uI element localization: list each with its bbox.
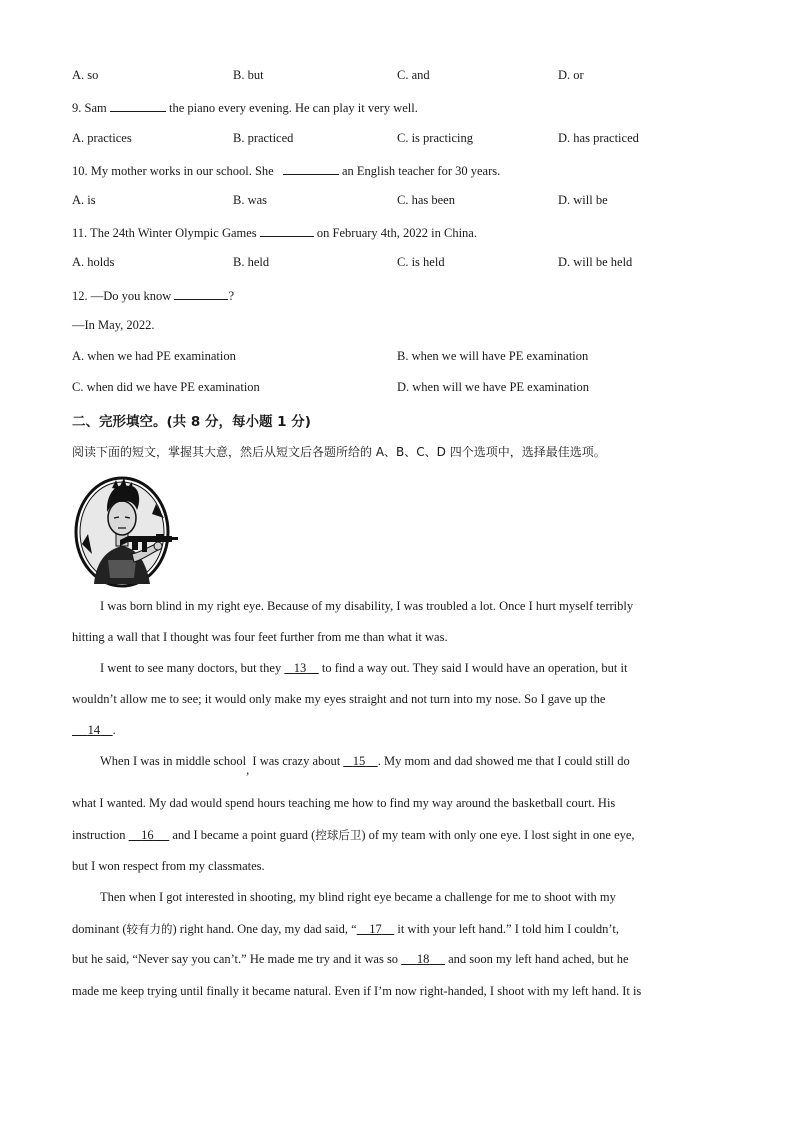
passage-line-5-post: . My mom and dad showed me that I could still do: [377, 754, 630, 768]
passage-line-3-post: to find a way out. They said I would have an operation, but it: [318, 661, 628, 675]
blank-13: [284, 661, 318, 675]
passage-line-10-post: it with your left hand.” I told him I couldn’t,: [394, 922, 619, 936]
q8-option-b: B. but: [233, 68, 264, 82]
blank-16-number: 16: [141, 828, 154, 842]
q12-stem: [72, 287, 234, 304]
q8-option-c: C. and: [397, 68, 430, 82]
q10-stem: [72, 162, 500, 179]
passage-line-5-comma: ,: [246, 763, 250, 777]
q11-stem-post: on February 4th, 2022 in China.: [313, 226, 477, 240]
q10-stem-pre: 10. My mother works in our school. She: [72, 164, 277, 178]
passage-line-7-cjk: 控球后卫: [315, 828, 362, 842]
q10-option-c: C. has been: [397, 193, 455, 207]
passage-line-1: I was born blind in my right eye. Because of my disability, I was troubled a lot. Once I hurt myself terribly: [100, 599, 634, 613]
passage-line-11-pre: but he said, “Never say you can’t.” He made me try and it was so: [72, 952, 402, 966]
passage-line-5-pre: When I was in middle school: [100, 754, 247, 768]
passage-line-11-post: and soon my left hand ached, but he: [444, 952, 629, 966]
blank-13-number: 13: [293, 661, 307, 675]
passage-line-6: what I wanted. My dad would spend hours teaching me how to find my way around the basketball court. His: [72, 796, 616, 810]
passage-line-10-pre: dominant (: [72, 922, 127, 936]
passage-line-4: wouldn’t allow me to see; it would only make my eyes straight and not turn into my nose. So I gave up the: [72, 692, 606, 706]
passage-line-7-post: ) of my team with only one eye. I lost sight in one eye,: [361, 828, 635, 842]
passage-line-8: but I won respect from my classmates.: [72, 859, 265, 873]
q12-reply: —In May, 2022.: [72, 318, 155, 332]
passage-line-5-mid: I was crazy about: [249, 754, 344, 768]
blank-15-number: 15: [352, 754, 366, 768]
q11-stem: [72, 224, 477, 241]
passage-line-9: Then when I got interested in shooting, my blind right eye became a challenge for me to shoot with my: [100, 890, 616, 904]
q12-stem-pre: 12. —Do you know: [72, 289, 175, 303]
blank-14: [72, 723, 113, 737]
soldier-illustration: [72, 474, 180, 588]
q10-stem-post: an English teacher for 30 years.: [338, 164, 501, 178]
blank-16: [129, 828, 170, 842]
q9-option-b: B. practiced: [233, 131, 294, 145]
passage-line-7-pre: instruction: [72, 828, 129, 842]
q11-option-a: A. holds: [72, 255, 115, 269]
q11-blank: [260, 224, 314, 237]
blank-17-number: 17: [369, 922, 382, 936]
q10-option-b: B. was: [233, 193, 268, 207]
section-instruction: 阅读下面的短文，掌握其大意，然后从短文后各题所给的 A、B、C、D 四个选项中，选择最佳选项。: [72, 445, 606, 459]
q10-blank: [283, 162, 339, 175]
q11-option-d: D. will be held: [558, 255, 633, 269]
passage-line-5: [100, 754, 630, 777]
passage-line-7-mid: and I became a point guard (: [169, 828, 316, 842]
passage-line-12: made me keep trying until finally it became natural. Even if I’m now right-handed, I shoot with my left hand. It is: [72, 984, 642, 998]
q9-option-c: C. is practicing: [397, 131, 474, 145]
q8-option-a: A. so: [72, 68, 99, 82]
blank-14-number: 14: [87, 723, 101, 737]
passage-line-2: hitting a wall that I thought was four feet further from me than what it was.: [72, 630, 448, 644]
q12-option-b: B. when we will have PE examination: [397, 349, 589, 363]
q9-option-a: A. practices: [72, 131, 132, 145]
passage-line-4b: 14 .: [72, 723, 116, 738]
q12-option-d: D. when will we have PE examination: [397, 380, 589, 394]
blank-18-number: 18: [416, 952, 430, 966]
passage-line-10-cjk: 较有力的: [126, 922, 173, 936]
passage-line-11: [72, 952, 629, 967]
q12-stem-post: ?: [228, 289, 234, 303]
blank-18: [401, 952, 445, 966]
q9-stem-pre: 9. Sam: [72, 101, 110, 115]
passage-line-3: [100, 661, 627, 676]
q10-option-d: D. will be: [558, 193, 608, 207]
q11-option-c: C. is held: [397, 255, 445, 269]
q10-option-a: A. is: [72, 193, 96, 207]
blank-17: [357, 922, 395, 936]
q9-stem-post: the piano every evening. He can play it very well.: [165, 101, 418, 115]
section-heading: 二、完形填空。(共 8 分，每小题 1 分): [72, 414, 311, 430]
passage-line-10-mid: ) right hand. One day, my dad said, “: [172, 922, 357, 936]
q11-option-b: B. held: [233, 255, 270, 269]
passage-line-10: [72, 921, 619, 937]
passage-line-7: [72, 827, 635, 843]
q12-blank: [174, 287, 228, 300]
q9-blank: [110, 99, 166, 112]
passage-line-3-pre: I went to see many doctors, but they: [100, 661, 285, 675]
q12-option-c: C. when did we have PE examination: [72, 380, 260, 394]
q9-option-d: D. has practiced: [558, 131, 639, 145]
q11-stem-pre: 11. The 24th Winter Olympic Games: [72, 226, 260, 240]
q9-stem: [72, 99, 418, 116]
q12-option-a: A. when we had PE examination: [72, 349, 236, 363]
blank-15: [343, 754, 377, 768]
q8-option-d: D. or: [558, 68, 584, 82]
